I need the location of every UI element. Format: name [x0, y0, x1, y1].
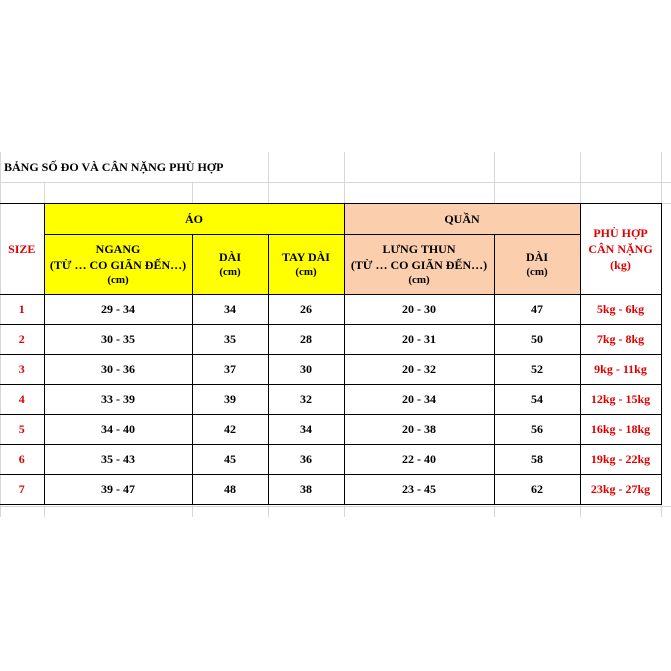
size-cell: 3 [0, 355, 44, 385]
fit-header-unit: (kg) [610, 258, 631, 273]
dai-quan-cell: 54 [494, 385, 580, 415]
sheet-title: BẢNG SỐ ĐO VÀ CÂN NẶNG PHÙ HỢP [4, 160, 224, 174]
dai-quan-cell: 52 [494, 355, 580, 385]
dai-quan-cell: 47 [494, 295, 580, 325]
tay-dai-cell: 26 [268, 295, 344, 325]
size-cell: 4 [0, 385, 44, 415]
table-row [0, 355, 661, 385]
lung-thun-cell: 20 - 30 [344, 295, 494, 325]
spreadsheet-area [0, 152, 671, 517]
table-row [0, 475, 661, 505]
size-cell: 1 [0, 295, 44, 325]
tay-dai-cell: 30 [268, 355, 344, 385]
lung-thun-cell: 20 - 34 [344, 385, 494, 415]
lung-thun-cell: 20 - 32 [344, 355, 494, 385]
lung-thun-cell: 22 - 40 [344, 445, 494, 475]
dai-quan-header [494, 235, 580, 295]
fit-weight-cell: 7kg - 8kg [580, 325, 661, 355]
dai-ao-cell: 39 [192, 385, 268, 415]
tay-dai-cell: 32 [268, 385, 344, 415]
tay-dai-cell: 38 [268, 475, 344, 505]
ngang-cell: 30 - 36 [44, 355, 192, 385]
table-row [0, 295, 661, 325]
lung-thun-header-unit: (cm) [408, 274, 430, 287]
dai-quan-header-unit: (cm) [526, 266, 548, 279]
lung-thun-cell: 20 - 31 [344, 325, 494, 355]
dai-ao-cell: 42 [192, 415, 268, 445]
lung-thun-cell: 23 - 45 [344, 475, 494, 505]
fit-header-line2: CÂN NẶNG [588, 241, 653, 256]
fit-weight-cell: 9kg - 11kg [580, 355, 661, 385]
ngang-cell: 39 - 47 [44, 475, 192, 505]
quan-header: QUẦN [344, 204, 580, 235]
table-row [0, 325, 661, 355]
tay-dai-cell: 28 [268, 325, 344, 355]
ngang-cell: 34 - 40 [44, 415, 192, 445]
dai-ao-header [192, 235, 268, 295]
dai-quan-cell: 58 [494, 445, 580, 475]
size-header: SIZE [0, 204, 44, 295]
size-chart-table [0, 203, 662, 505]
dai-ao-header-label: DÀI [218, 249, 241, 264]
fit-weight-cell: 19kg - 22kg [580, 445, 661, 475]
tay-dai-header-unit: (cm) [295, 266, 317, 279]
size-cell: 5 [0, 415, 44, 445]
dai-quan-cell: 50 [494, 325, 580, 355]
dai-ao-cell: 34 [192, 295, 268, 325]
dai-quan-cell: 62 [494, 475, 580, 505]
fit-weight-cell: 16kg - 18kg [580, 415, 661, 445]
table-row [0, 445, 661, 475]
table-row [0, 415, 661, 445]
tay-dai-cell: 34 [268, 415, 344, 445]
lung-thun-header [344, 235, 494, 295]
ngang-header-note: (TỪ … CO GIÃN ĐẾN…) [49, 258, 187, 273]
ngang-cell: 30 - 35 [44, 325, 192, 355]
lung-thun-header-label: LƯNG THUN [382, 241, 456, 256]
ao-header: ÁO [44, 204, 344, 235]
ngang-cell: 29 - 34 [44, 295, 192, 325]
size-cell: 6 [0, 445, 44, 475]
ngang-header [44, 235, 192, 295]
dai-ao-cell: 37 [192, 355, 268, 385]
fit-weight-cell: 23kg - 27kg [580, 475, 661, 505]
dai-ao-cell: 45 [192, 445, 268, 475]
size-cell: 2 [0, 325, 44, 355]
dai-quan-header-label: DÀI [525, 249, 548, 264]
ngang-cell: 35 - 43 [44, 445, 192, 475]
tay-dai-header-label: TAY DÀI [282, 249, 330, 264]
dai-ao-cell: 48 [192, 475, 268, 505]
fit-weight-cell: 5kg - 6kg [580, 295, 661, 325]
ngang-header-label: NGANG [95, 241, 141, 256]
size-cell: 7 [0, 475, 44, 505]
fit-header-line1: PHÙ HỢP [593, 225, 648, 240]
dai-ao-cell: 35 [192, 325, 268, 355]
ngang-cell: 33 - 39 [44, 385, 192, 415]
fit-weight-header [580, 204, 661, 295]
tay-dai-header [268, 235, 344, 295]
dai-quan-cell: 56 [494, 415, 580, 445]
dai-ao-header-unit: (cm) [219, 266, 241, 279]
lung-thun-cell: 20 - 38 [344, 415, 494, 445]
lung-thun-header-note: (TỪ … CO GIÃN ĐẾN…) [350, 258, 488, 273]
fit-weight-cell: 12kg - 15kg [580, 385, 661, 415]
tay-dai-cell: 36 [268, 445, 344, 475]
table-row [0, 385, 661, 415]
ngang-header-unit: (cm) [107, 274, 129, 287]
